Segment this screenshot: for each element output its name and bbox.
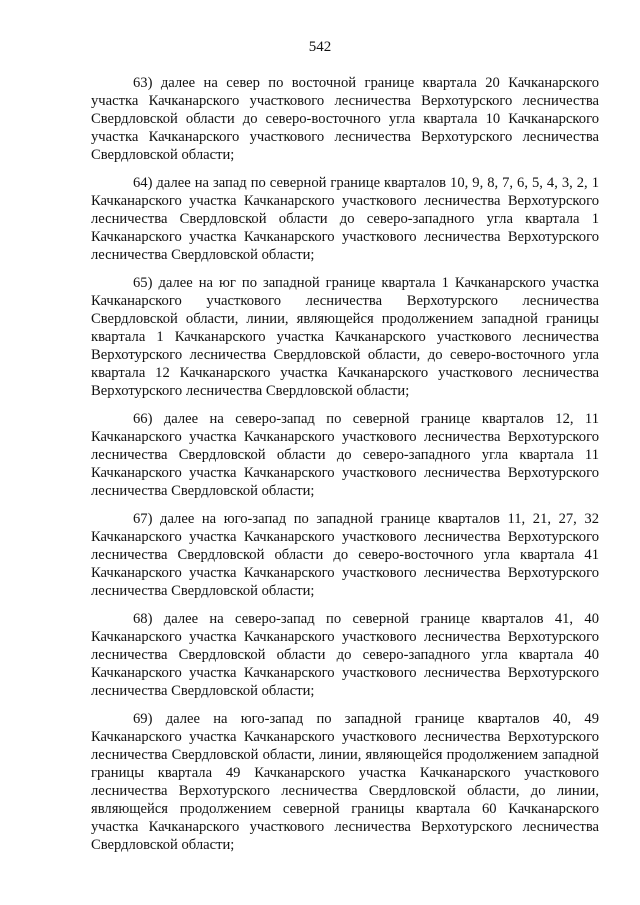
paragraph-65: 65) далее на юг по западной границе квартала 1 Качканарского участка Качканарского участкового лесничества Верхотурского лесничества Свердловской области, линии, являющейся продолжением западной границы квартала 1 Качканарского участка Качканарского участкового лесничества Верхотурского лесничества Свердловской области, до северо-восточного угла квартала 12 Качканарского участка Качканарского участкового лесничества Верхотурского лесничества Свердловской области; — [91, 275, 599, 399]
page-number: 542 — [308, 39, 332, 55]
paragraph-63: 63) далее на север по восточной границе квартала 20 Качканарского участка Качканарского участкового лесничества Верхотурского лесничества Свердловской области до северо-восточного угла квартала 10 Качканарского участка Качканарского участкового лесничества Верхотурского лесничества Свердловской области; — [91, 75, 599, 163]
paragraph-66: 66) далее на северо-запад по северной границе кварталов 12, 11 Качканарского участка Качканарского участкового лесничества Верхотурского лесничества Свердловской области до северо-западного угла квартала 11 Качканарского участка Качканарского участкового лесничества Верхотурского лесничества Свердловской области; — [91, 411, 599, 499]
paragraph-64: 64) далее на запад по северной границе кварталов 10, 9, 8, 7, 6, 5, 4, 3, 2, 1 Качканарского участка Качканарского участкового лесничества Верхотурского лесничества Свердловской области до северо-западного угла квартала 1 Качканарского участка Качканарского участкового лесничества Верхотурского лесничества Свердловской области; — [91, 175, 599, 263]
document-body — [91, 74, 599, 864]
paragraph-68: 68) далее на северо-запад по северной границе кварталов 41, 40 Качканарского участка Качканарского участкового лесничества Верхотурского лесничества Свердловской области до северо-западного угла квартала 40 Качканарского участка Качканарского участкового лесничества Верхотурского лесничества Свердловской области; — [91, 611, 599, 699]
paragraph-67: 67) далее на юго-запад по западной границе кварталов 11, 21, 27, 32 Качканарского участка Качканарского участкового лесничества Верхотурского лесничества Свердловской области до северо-восточного угла квартала 41 Качканарского участка Качканарского участкового лесничества Верхотурского лесничества Свердловской области; — [91, 511, 599, 599]
paragraph-69: 69) далее на юго-запад по западной границе кварталов 40, 49 Качканарского участка Качканарского участкового лесничества Верхотурского лесничества Свердловской области, линии, являющейся продолжением западной границы квартала 49 Качканарского участка Качканарского участкового лесничества Верхотурского лесничества Свердловской области, до линии, являющейся продолжением северной границы квартала 60 Качканарского участка Качканарского участкового лесничества Верхотурского лесничества Свердловской области; — [91, 711, 599, 853]
